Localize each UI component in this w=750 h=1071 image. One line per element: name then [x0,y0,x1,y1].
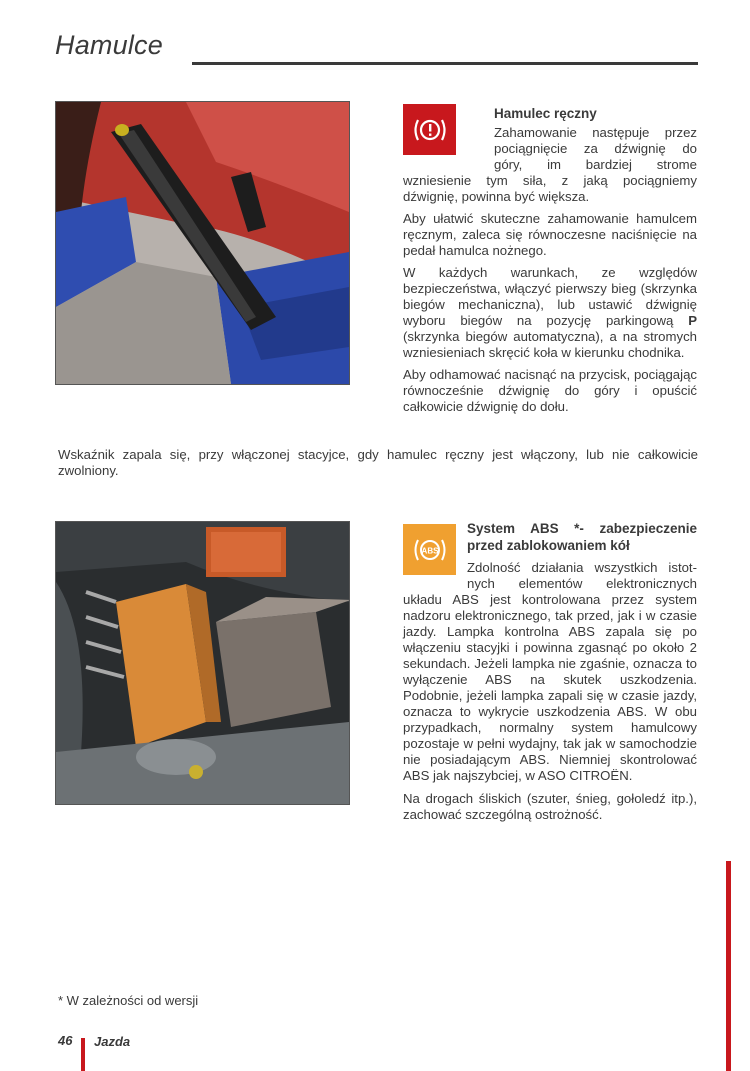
paragraph-3-start: W każdych warunkach, ze względów bezpieczeństwa, włączyć pierwszy bieg (skrzynka biegów mechaniczna), lub ustawić dźwignię wyboru biegów na pozycję parkingową [403,265,697,328]
handbrake-paragraph-3 [403,265,697,361]
handbrake-indent-line: Zahamowanie następuje przez [494,125,697,140]
page-edge-bar [726,861,731,1071]
abs-paragraph-1: układu ABS jest kontrolowana przez system nadzoru elektronicznego, tak przed, jak i w czasie jazdy. Lampka kontrolna ABS zapala się po włączeniu stacyjki i powinna zgasnąć po około 2 sekundach. Jeżeli lampka nie zgaśnie, oznacza to wyłączenie ABS na skutek uszkodzenia. Podobnie, jeżeli lampka zapali się w czasie jazdy, oznacza to wykrycie uszkodzenia ABS. W obu przypadkach, normalny system hamulcowy pozostaje w pełni wydajny, tak jak w samochodzie nie posiadającym ABS. Niemniej skontrolować ABS jak najszybciej, w ASO CITROËN. [403,592,697,783]
abs-indent-line: Zdolność działania wszystkich istot- [467,560,697,575]
title-rule [192,62,698,65]
section-name: Jazda [94,1034,131,1049]
handbrake-paragraph-1: wzniesienie tym siła, z jaką pociągniemy dźwignię, powinna być większa. [403,173,697,204]
page-number: 46 [58,1033,73,1048]
park-position-letter: P [688,313,697,328]
abs-heading [467,520,697,554]
page-title: Hamulce [55,30,163,60]
footnote: * W zależności od wersji [58,993,199,1008]
indicator-note: Wskaźnik zapala się, przy włączonej stacyjce, gdy hamulec ręczny jest włączony, lub nie całkowicie zwolniony. [58,447,698,478]
page-marker [81,1038,85,1071]
handbrake-indent-line: pociągnięcie za dźwignię do [494,141,697,156]
handbrake-photo [55,101,350,385]
abs-indent-line: nych elementów elektronicznych [467,576,697,591]
abs-text [403,560,697,823]
abs-heading-line-2: przed zablokowaniem kół [467,538,630,553]
abs-heading-line-1: System ABS *- zabezpieczenie [467,521,697,536]
abs-unit-photo [55,521,350,805]
handbrake-text [403,125,697,415]
handbrake-paragraph-4: Aby odhamować nacisnąć na przycisk, pociągając równocześnie dźwignię do góry i opuścić całkowicie dźwignię do dołu. [403,367,697,414]
handbrake-indent-line: góry, im bardziej strome [494,157,697,172]
abs-paragraph-2: Na drogach śliskich (szuter, śnieg, gołoledź itp.), zachować szczególną ostrożność. [403,791,697,822]
handbrake-heading: Hamulec ręczny [494,106,597,121]
handbrake-paragraph-2: Aby ułatwić skuteczne zahamowanie hamulcem ręcznym, zaleca się równoczesne naciśnięcie na pedał hamulca nożnego. [403,211,697,258]
paragraph-3-end: (skrzynka biegów automatyczna), a na stromych wzniesieniach skręcić koła w kierunku chodnika. [403,329,697,360]
svg-text:ABS: ABS [421,546,438,555]
